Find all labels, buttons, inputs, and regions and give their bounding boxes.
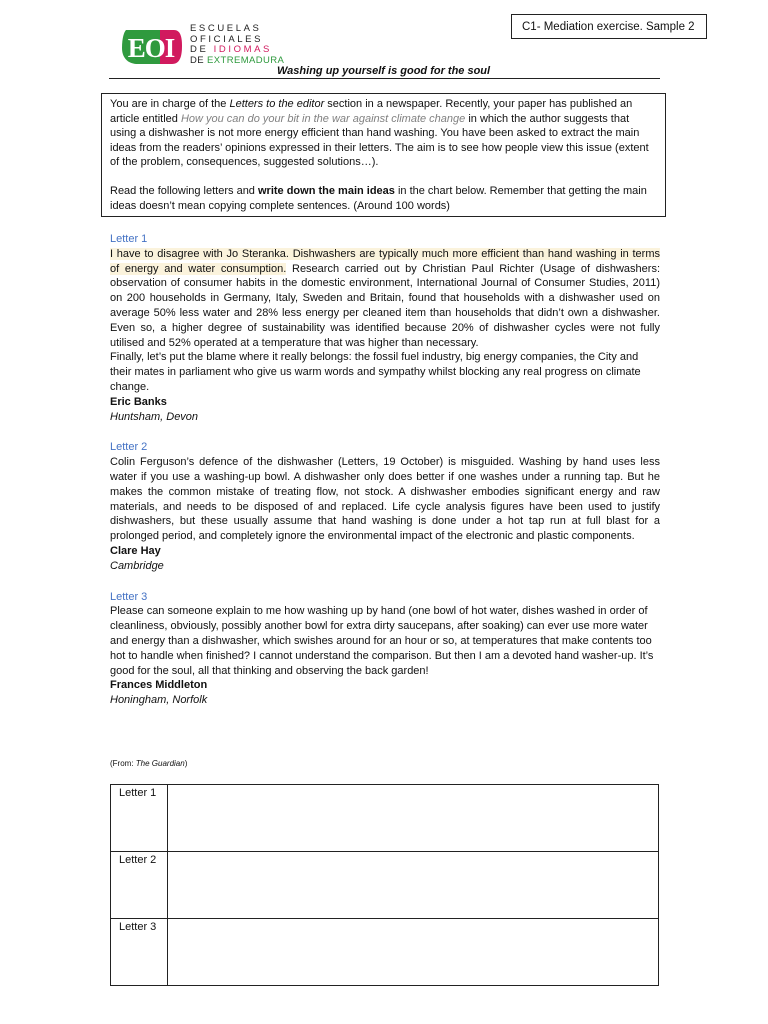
letters-section xyxy=(110,232,660,708)
eoi-logo-icon xyxy=(120,26,184,66)
instructions-box xyxy=(101,93,666,217)
source-name: The Guardian xyxy=(135,759,185,768)
letter-place: Huntsham, Devon xyxy=(110,410,199,423)
section-name: Letters to the editor xyxy=(229,98,325,110)
chart-row xyxy=(111,919,659,986)
letter-text: Research carried out by Christian Paul Richter (Usage of dishwashers: observation of consumer habits in the domestic environment, International Journal of Consumer Studies, 2011) on 200 households in Germany, Italy, Sweden and Britain, found that households with a dishwasher used on average 50% less water and 28% less energy per cleaned item than households that didn’t own a dishwasher. Even so, a higher degree of sustainability was identified because 20% of dishwasher cycles were not fully utilised and 52% operated at a temperature that was higher than necessary. xyxy=(110,262,660,349)
letter-body xyxy=(110,247,660,351)
letter-author: Clare Hay xyxy=(110,544,161,557)
letter-1 xyxy=(110,232,660,424)
eoi-logo xyxy=(120,24,290,68)
eoi-logo-wordmark xyxy=(190,24,284,66)
logo-line-3-prefix: DE xyxy=(190,44,209,55)
logo-line-4-highlight: EXTREMADURA xyxy=(207,54,285,66)
title-divider xyxy=(109,78,660,79)
letter-author: Eric Banks xyxy=(110,395,167,408)
article-title: How you can do your bit in the war against climate change xyxy=(180,112,466,125)
letter-heading: Letter 3 xyxy=(110,590,148,603)
instructions-text: in the chart below. Remember that getting the main ideas doesn’t mean copying complete sentences. (Around 100 words) xyxy=(110,184,647,212)
letter-3 xyxy=(110,590,660,708)
letter-2 xyxy=(110,440,660,573)
instructions-text: section in a newspaper. Recently, your paper has published an article entitled xyxy=(110,98,633,125)
answer-cell-letter-2[interactable] xyxy=(168,852,659,919)
logo-line-4-prefix: DE xyxy=(190,54,204,66)
chart-row xyxy=(111,852,659,919)
chart-row-label: Letter 1 xyxy=(111,785,168,852)
instructions-paragraph-1 xyxy=(110,97,657,170)
logo-line-3-highlight: IDIOMAS xyxy=(213,44,272,55)
letter-body: Please can someone explain to me how washing up by hand (one bowl of hot water, dishes washed in order of cleanliness, obviously, possibly another bowl for extra dirty saucepans, after soaking) can ever use more water and energy than a dishwasher, which swishes around for an hour or so, at temperatures that make contents too hot to handle when finished? I cannot understand the comparison. But then I am a devoted hand washer-up. It’s good for the soul, all that thinking and observing the back garden! xyxy=(110,605,654,677)
source-note xyxy=(110,759,187,768)
letter-body-conclusion: Finally, let’s put the blame where it really belongs: the fossil fuel industry, big energy companies, the City and their mates in parliament who give us warm words and sympathy whilst blocking any real progress on climate change. xyxy=(110,351,641,393)
chart-row-label: Letter 2 xyxy=(111,852,168,919)
letter-body: Colin Ferguson’s defence of the dishwasher (Letters, 19 October) is misguided. Washing by hand uses less water if you use a washing-up bowl. A dishwasher only does better if one washes under a running tap. But he makes the common mistake of treating flow, not stock. A dishwasher embodies significant energy and raw materials, and needs to be disposed of and replaced. Life cycle analysis figures have been used to justify dishwashers, but these usually assume that hand washing is done under a hot tap run at full blast for a prolonged period, and completely ignore the environmental impact of the electronic and plastic components. xyxy=(110,456,660,543)
letter-author: Frances Middleton xyxy=(110,679,208,692)
logo-line-4 xyxy=(190,56,284,67)
letter-place: Cambridge xyxy=(110,559,164,572)
instructions-paragraph-2 xyxy=(110,184,657,213)
task-emphasis: write down the main ideas xyxy=(257,184,395,197)
source-suffix: ) xyxy=(184,759,188,768)
chart-row-label: Letter 3 xyxy=(111,919,168,986)
main-ideas-chart xyxy=(110,784,659,986)
logo-line-2: OFICIALES xyxy=(190,33,264,45)
source-prefix: (From: xyxy=(110,759,136,768)
sample-label-box: C1- Mediation exercise. Sample 2 xyxy=(511,14,707,39)
highlighted-text: I have to disagree with Jo Steranka. Dishwashers are typically much more efficient than hand washing in terms of energy and water consumption. xyxy=(110,247,660,275)
answer-cell-letter-3[interactable] xyxy=(168,919,659,986)
instructions-text: Read the following letters and xyxy=(110,184,258,197)
instructions-text: You are in charge of the xyxy=(110,98,230,110)
eoi-logo-mark-text: EOI xyxy=(127,33,175,63)
document-title: Washing up yourself is good for the soul xyxy=(277,65,491,77)
chart-row xyxy=(111,785,659,852)
logo-line-1: ESCUELAS xyxy=(190,23,262,34)
answer-cell-letter-1[interactable] xyxy=(168,785,659,852)
letter-heading: Letter 1 xyxy=(110,233,148,245)
instructions-text: in which the author suggests that using a dishwasher is not more energy efficient than hand washing. You have been asked to extract the main ideas from the readers’ opinions expressed in their letters. The aim is to see how people view this issue (extent of the problem, consequences, suggested solutions…). xyxy=(110,112,649,169)
letter-place: Honingham, Norfolk xyxy=(110,694,208,707)
letter-heading: Letter 2 xyxy=(110,441,148,454)
